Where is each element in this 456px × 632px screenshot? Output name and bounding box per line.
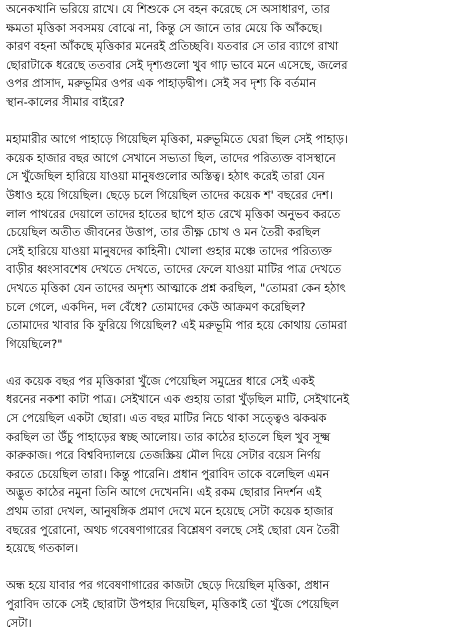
text-line: সেই হারিয়ে যাওয়া মানুষদের কাহিনী। খোলা গুহার মঞ্চে তাদের পরিত্যক্ত [6, 243, 332, 258]
text-line: বছরের পুরোনো, অথচ গবেষণাগারের বিশ্লেষণ বলছে সেই ছোরা যেন তৈরী [6, 522, 340, 537]
text-line: লাল পাথরের দেয়ালে তাদের হাতের ছাপে হাত রেখে মৃত্তিকা অনুভব করতে [6, 206, 341, 221]
text-line: করছিল তা উঁচু পাহাড়ের স্বচ্ছ আলোয়। তার কাঠের হাতলে ছিল খুব সূক্ষ্ম [6, 429, 331, 444]
text-line: এর কয়েক বছর পর মৃত্তিকারা খুঁজে পেয়েছিল সমুদ্রের ধারে সেই একই [6, 373, 315, 388]
text-line: সে পেয়েছিল একটা ছোরা। এত বছর মাটির নিচে থাকা সত্ত্বেও ঝকঝক [6, 411, 327, 426]
paragraph-gap [6, 112, 452, 131]
text-line: অনেকখানি ভরিয়ে রাখে। যে শিশুকে সে বহন করেছে সে অসাধারণ, তার [6, 2, 330, 16]
text-line: সেটা। [6, 615, 32, 630]
text-line: দেখতে মৃত্তিকা যেন তাদের অদৃশ্য আত্মাকে প্রশ্ন করছিল, "তোমরা কেন হঠাৎ [6, 280, 346, 295]
text-line: ওপর প্রাসাদ, মরুভূমির ওপর এক পাহাড়দ্বীপ। সেই সব দৃশ্য কি বর্তমান [6, 76, 317, 91]
text-line: চলে গেলে, একদিন, দল বেঁধে? তোমাদের কেউ আক্রমণ করেছিল? [6, 299, 306, 314]
text-line: কারুকাজ। পরে বিশ্ববিদ্যালয়ে তেজস্ক্রিয় মৌল দিয়ে সেটার বয়েস নির্ণয় [6, 448, 321, 463]
text-line: ক্ষমতা মৃত্তিকা সবসময় বোঝে না, কিন্তু সে জানে তার মেয়ে কি আঁকছে। [6, 20, 323, 35]
text-line: ধরনের নকশা কাটা পাত্র। সেইখানে এক গুহায় তারা খুঁড়ছিল মাটি, সেইখানেই [6, 392, 350, 407]
text-line: হয়েছে গতকাল। [6, 541, 79, 556]
paragraph-gap [6, 353, 452, 372]
document-page [6, 0, 452, 630]
text-line: স্থান-কালের সীমার বাইরে? [6, 94, 125, 109]
text-line: সে খুঁজেছিল হারিয়ে যাওয়া মানুষগুলোর অস্তিত্ব। হঠাৎ করেই তারা যেন [6, 169, 325, 184]
text-line: প্রথম তারা দেখল, আনুষঙ্গিক প্রমাণ দেখে মনে হয়েছে সেটা কয়েক হাজার [6, 504, 334, 519]
text-line: করতে চেয়েছিল তারা। কিন্তু পারেনি। প্রধান পুরাবিদ তাকে বলেছিল এমন [6, 466, 330, 481]
text-line: ছোরাটাকে ধরেছে ততবার সেই দৃশ্যগুলো খুব গাঢ় ভাবে মনে এসেছে, জলের [6, 57, 348, 72]
text-line: অন্ধ হয়ে যাবার পর গবেষণাগারের কাজটা ছেড়ে দিয়েছিল মৃত্তিকা, প্রধান [6, 578, 330, 593]
text-line: কারণ বহনা আঁকছে মৃত্তিকার মনেরই প্রতিচ্ছবি। যতবার সে তার ব্যাগে রাখা [6, 39, 339, 54]
text-line: তোমাদের খাবার কি ফুরিয়ে গিয়েছিল? এই মরুভূমি পার হয়ে কোথায় তোমরা [6, 318, 347, 333]
text-line: গিয়েছিলে?" [6, 336, 63, 351]
paragraph-2 [6, 130, 452, 353]
text-line: অদ্ভুত কাঠের নমুনা তিনি আগে দেখেননি। এই রকম ছোরার নিদর্শন এই [6, 485, 322, 500]
text-line: কয়েক হাজার বছর আগে সেখানে সভ্যতা ছিল, তাদের পরিত্যক্ত বাসস্থানে [6, 150, 336, 165]
text-line: মহামারীর আগে পাহাড়ে গিয়েছিল মৃত্তিকা, মরুভূমিতে ঘেরা ছিল সেই পাহাড়। [6, 132, 348, 147]
paragraph-gap [6, 558, 452, 577]
paragraph-4 [6, 576, 452, 632]
paragraph-3 [6, 372, 452, 558]
text-line: বাড়ীর ধ্বংসাবশেষ দেখতে দেখতে, তাদের ফেলে যাওয়া মাটির পাত্র দেখতে [6, 262, 341, 277]
text-line: পুরাবিদ তাকে সেই ছোরাটা উপহার দিয়েছিল, মৃত্তিকাই তো খুঁজে পেয়েছিল [6, 597, 339, 611]
text-line: চেয়েছিল অতীত জীবনের উত্তাপ, তার তীক্ষ্ণ চোখ ও মন তৈরী করছিল [6, 225, 321, 240]
paragraph-1 [6, 0, 452, 112]
text-line: উধাও হয়ে গিয়েছিল। ছেড়ে চলে গিয়েছিল তাদের কয়েক শ' বছরের দেশ। [6, 187, 333, 202]
